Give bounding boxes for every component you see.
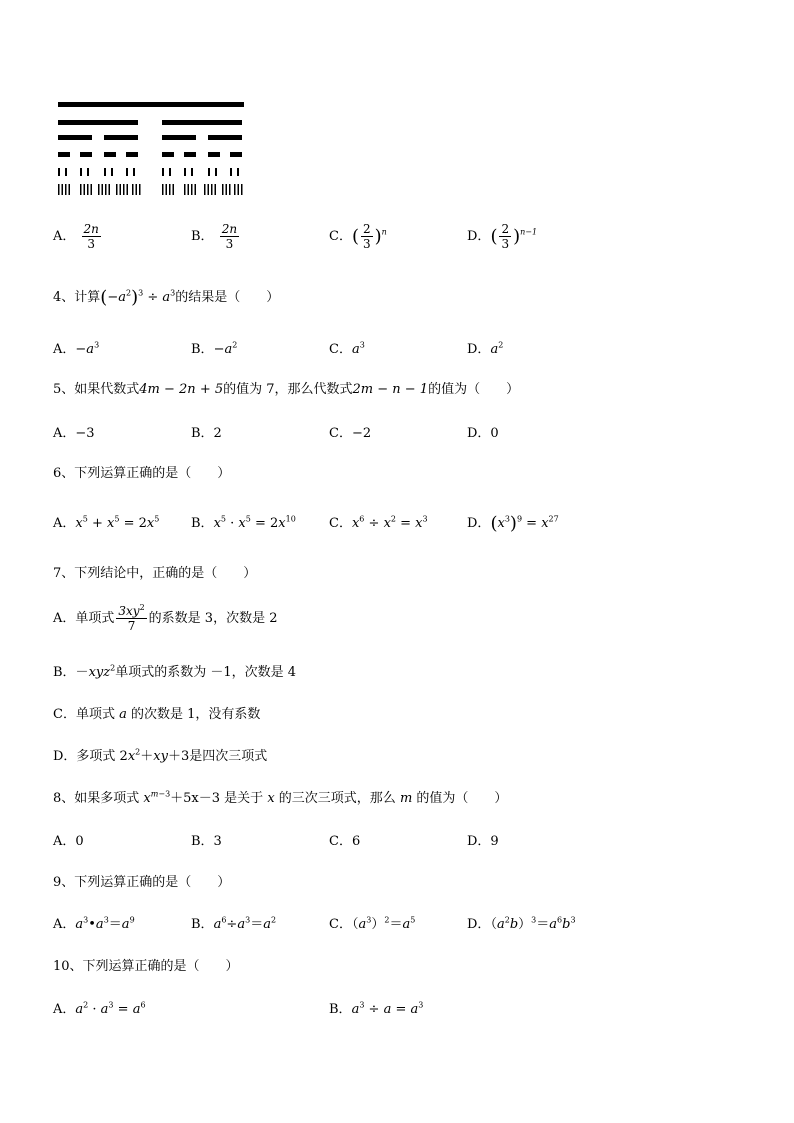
q4-options	[53, 338, 753, 368]
q4-option-d[interactable]: D．$a^2$	[467, 340, 504, 357]
q5-option-a[interactable]: A．−3	[53, 426, 95, 441]
q4-stem: 4、计算$(-a^2)^3 \div a^3$的结果是（ ）	[53, 287, 280, 308]
q10-option-a[interactable]: A．$a^2 \cdot a^3 = a^6$	[53, 1000, 146, 1017]
q7-stem: 7、下列结论中，正确的是（ ）	[53, 566, 257, 581]
q5-option-c[interactable]: C．−2	[329, 426, 372, 441]
q5-option-d[interactable]: D．0	[467, 426, 499, 441]
fraction: $\frac{2n}{3}$	[83, 222, 99, 251]
q9-option-a[interactable]: A．$a^3•a^3=a^9$	[53, 915, 135, 932]
q8-option-b[interactable]: B．3	[191, 834, 222, 849]
q6-option-a[interactable]: A．$x^5 + x^5 = 2x^5$	[53, 514, 160, 531]
q3-option-d[interactable]: D．( $\frac{2}{3}$ )$^{n-1}$	[467, 222, 538, 251]
q5-option-b[interactable]: B．2	[191, 426, 222, 441]
q7-option-b[interactable]: B．－xyz$^2$单项式的系数为 －1，次数是 4	[53, 663, 296, 680]
q8-option-d[interactable]: D．9	[467, 834, 499, 849]
q3-option-b[interactable]: B． $\frac{2n}{3}$	[191, 222, 238, 251]
q8-stem: 8、如果多项式 $x^{m-3}+5x-3$ 是关于 x 的三次三项式，那么 m 的值为（ ）	[53, 789, 508, 806]
q5-stem: 5、如果代数式4m − 2n + 5的值为 7，那么代数式2m − n − 1的值为（ ）	[53, 382, 520, 397]
q6-option-d[interactable]: D．$(x^3)^9 = x^{27}$	[467, 513, 559, 534]
q6-stem: 6、下列运算正确的是（ ）	[53, 466, 231, 481]
fraction: $\frac{3xy^2}{7}$	[118, 603, 145, 633]
q8-option-c[interactable]: C．6	[329, 834, 361, 849]
q9-option-d[interactable]: D．$(a^2b)^3=a^6b^3$	[467, 915, 576, 932]
q6-options	[53, 512, 753, 542]
q10-stem: 10、下列运算正确的是（ ）	[53, 959, 239, 974]
bar-pattern-figure	[56, 98, 248, 198]
q8-option-a[interactable]: A．0	[53, 834, 84, 849]
fraction: $\frac{2n}{3}$	[221, 222, 238, 251]
q10-option-b[interactable]: B．$a^3 \div a = a^3$	[329, 1000, 424, 1017]
q9-options	[53, 913, 753, 943]
q8-options	[53, 830, 753, 860]
fraction: $\frac{2}{3}$	[501, 222, 510, 251]
q7-option-c[interactable]: C．单项式 a 的次数是 1，没有系数	[53, 707, 261, 722]
q10-options	[53, 998, 753, 1028]
q6-option-c[interactable]: C．$x^6 \div x^2 = x^3$	[329, 514, 428, 531]
q3-option-a[interactable]: A． $\frac{2n}{3}$	[53, 222, 99, 251]
q4-option-a[interactable]: A．$-a^3$	[53, 340, 100, 357]
q9-option-b[interactable]: B．$a^6\div a^3=a^2$	[191, 915, 277, 932]
q7-option-a[interactable]: A．单项式 $\frac{3xy^2}{7}$ 的系数是 3，次数是 2	[53, 603, 278, 633]
fraction: $\frac{2}{3}$	[362, 222, 371, 251]
q3-option-c[interactable]: C．( $\frac{2}{3}$ )$^n$	[329, 222, 387, 251]
q9-option-c[interactable]: C．$(a^3)^2=a^5$	[329, 915, 416, 932]
q5-options	[53, 422, 753, 452]
q9-stem: 9、下列运算正确的是（ ）	[53, 875, 231, 890]
q7-option-d[interactable]: D．多项式 $2x^2+xy+3$是四次三项式	[53, 747, 268, 764]
q6-option-b[interactable]: B．$x^5 \cdot x^5 = 2x^{10}$	[191, 514, 296, 531]
q4-option-c[interactable]: C．$a^3$	[329, 340, 365, 357]
q4-option-b[interactable]: B．$-a^2$	[191, 340, 238, 357]
q3-options	[53, 222, 753, 252]
